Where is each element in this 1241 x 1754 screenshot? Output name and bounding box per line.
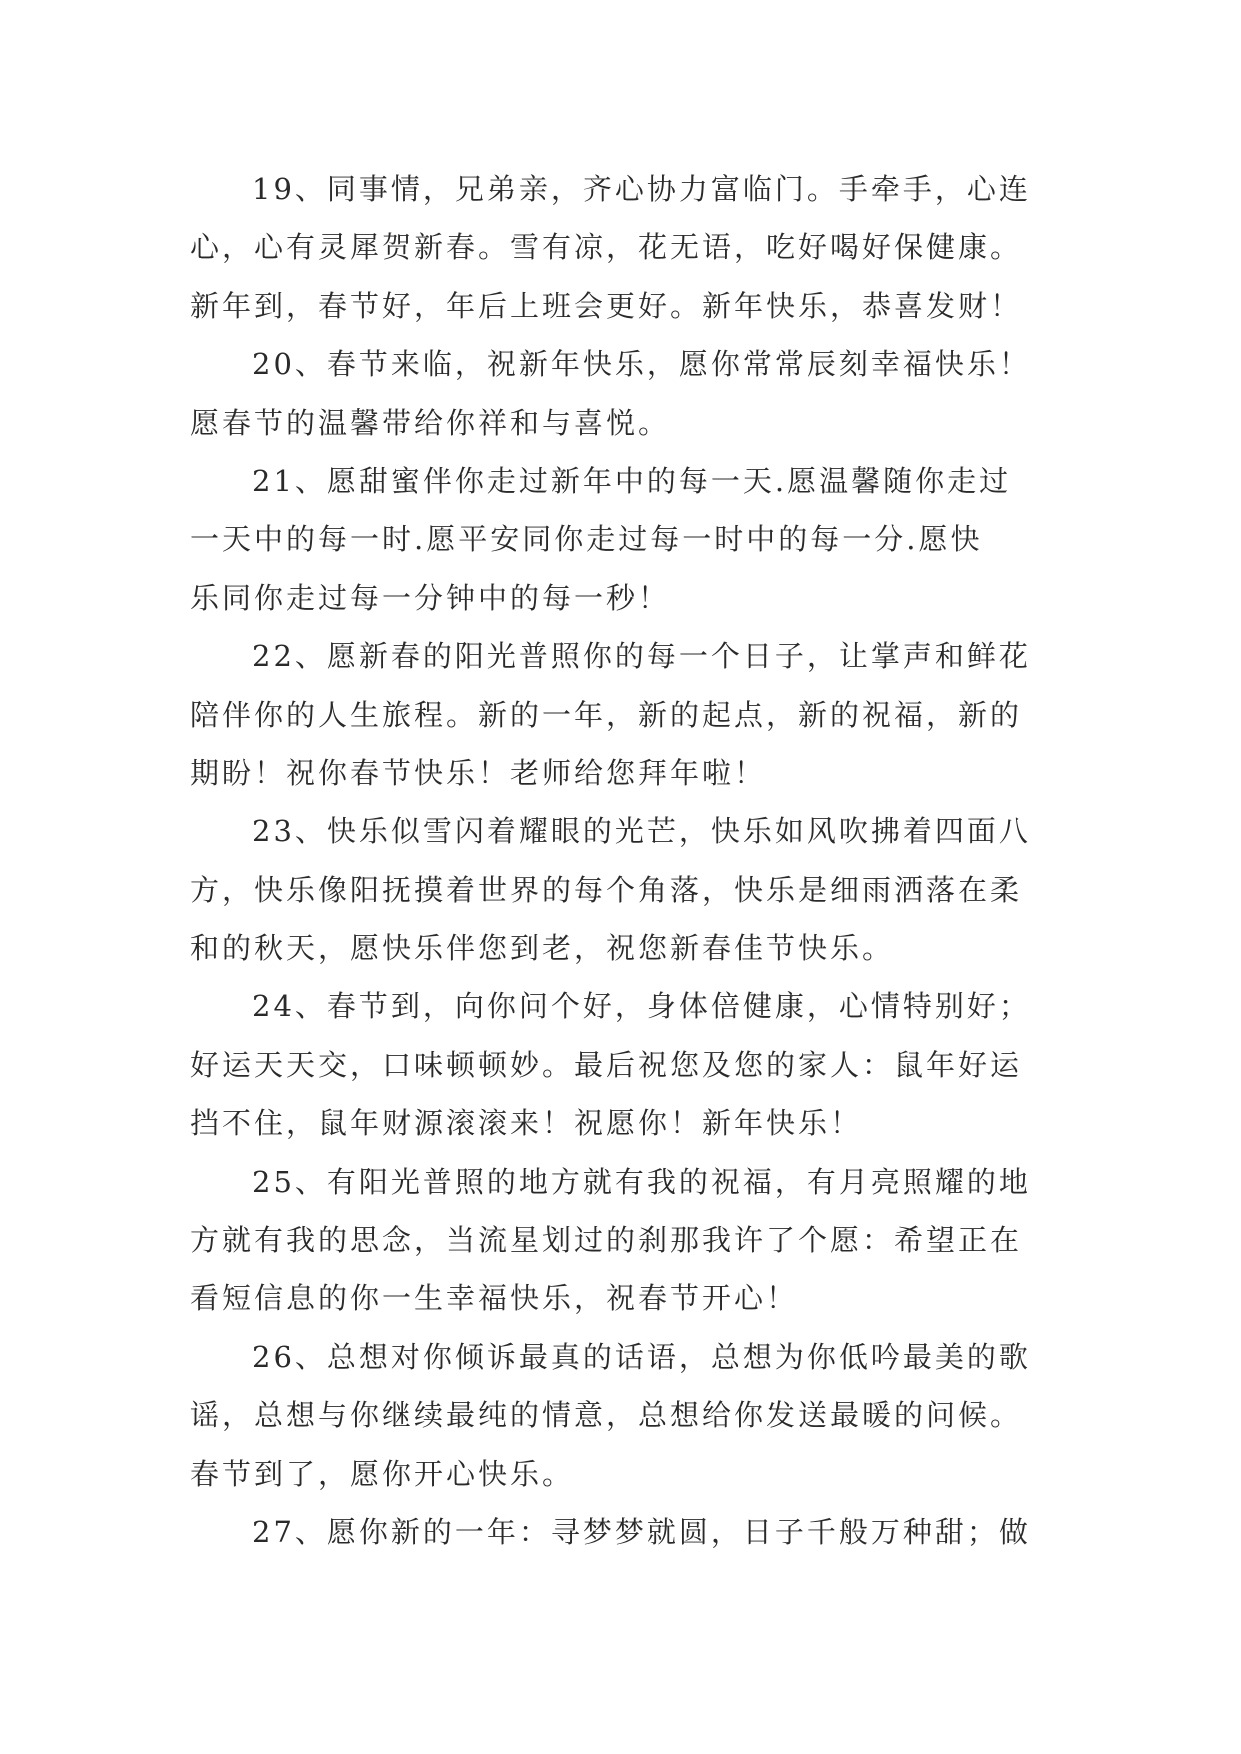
- paragraph-line: 24、春节到，向你问个好，身体倍健康，心情特别好；: [252, 989, 1031, 1024]
- paragraph-22: [190, 627, 1070, 802]
- paragraph-line: 好运天天交，口味顿顿妙。最后祝您及您的家人：鼠年好运: [190, 1047, 1023, 1082]
- paragraph-26: [190, 1328, 1070, 1503]
- document-body: [190, 160, 1070, 1561]
- paragraph-20: [190, 335, 1070, 452]
- paragraph-line: 陪伴你的人生旅程。新的一年，新的起点，新的祝福，新的: [190, 697, 1023, 732]
- paragraph-line: 愿春节的温馨带给你祥和与喜悦。: [190, 405, 671, 440]
- paragraph-line: 27、愿你新的一年：寻梦梦就圆，日子千般万种甜；做: [252, 1514, 1031, 1549]
- paragraph-line: 乐同你走过每一分钟中的每一秒！: [190, 580, 671, 615]
- paragraph-line: 谣，总想与你继续最纯的情意，总想给你发送最暖的问候。: [190, 1398, 1023, 1433]
- paragraph-25: [190, 1153, 1070, 1328]
- paragraph-line: 25、有阳光普照的地方就有我的祝福，有月亮照耀的地: [252, 1164, 1031, 1199]
- paragraph-line: 心，心有灵犀贺新春。雪有凉，花无语，吃好喝好保健康。: [190, 230, 1023, 265]
- paragraph-line: 19、同事情，兄弟亲，齐心协力富临门。手牵手，心连: [252, 172, 1031, 206]
- paragraph-line: 方，快乐像阳抚摸着世界的每个角落，快乐是细雨洒落在柔: [190, 872, 1023, 907]
- paragraph-line: 26、总想对你倾诉最真的话语，总想为你低吟最美的歌: [252, 1339, 1031, 1374]
- paragraph-27: [190, 1503, 1070, 1561]
- paragraph-line: 期盼！祝你春节快乐！老师给您拜年啦！: [190, 755, 767, 790]
- paragraph-line: 一天中的每一时.愿平安同你走过每一时中的每一分.愿快: [190, 522, 983, 557]
- paragraph-line: 看短信息的你一生幸福快乐，祝春节开心！: [190, 1281, 799, 1316]
- paragraph-line: 方就有我的思念，当流星划过的刹那我许了个愿：希望正在: [190, 1223, 1023, 1258]
- paragraph-line: 21、愿甜蜜伴你走过新年中的每一天.愿温馨随你走过: [252, 463, 1012, 498]
- paragraph-line: 22、愿新春的阳光普照你的每一个日子，让掌声和鲜花: [252, 639, 1031, 674]
- paragraph-24: [190, 977, 1070, 1152]
- paragraph-19: [190, 160, 1070, 335]
- paragraph-line: 春节到了，愿你开心快乐。: [190, 1456, 575, 1491]
- paragraph-line: 新年到，春节好，年后上班会更好。新年快乐，恭喜发财！: [190, 288, 1023, 323]
- paragraph-line: 和的秋天，愿快乐伴您到老，祝您新春佳节快乐。: [190, 931, 895, 966]
- paragraph-21: [190, 452, 1070, 627]
- paragraph-line: 挡不住，鼠年财源滚滚来！祝愿你！新年快乐！: [190, 1106, 863, 1141]
- paragraph-line: 20、春节来临，祝新年快乐，愿你常常辰刻幸福快乐！: [252, 347, 1031, 382]
- paragraph-23: [190, 802, 1070, 977]
- paragraph-line: 23、快乐似雪闪着耀眼的光芒，快乐如风吹拂着四面八: [252, 814, 1031, 849]
